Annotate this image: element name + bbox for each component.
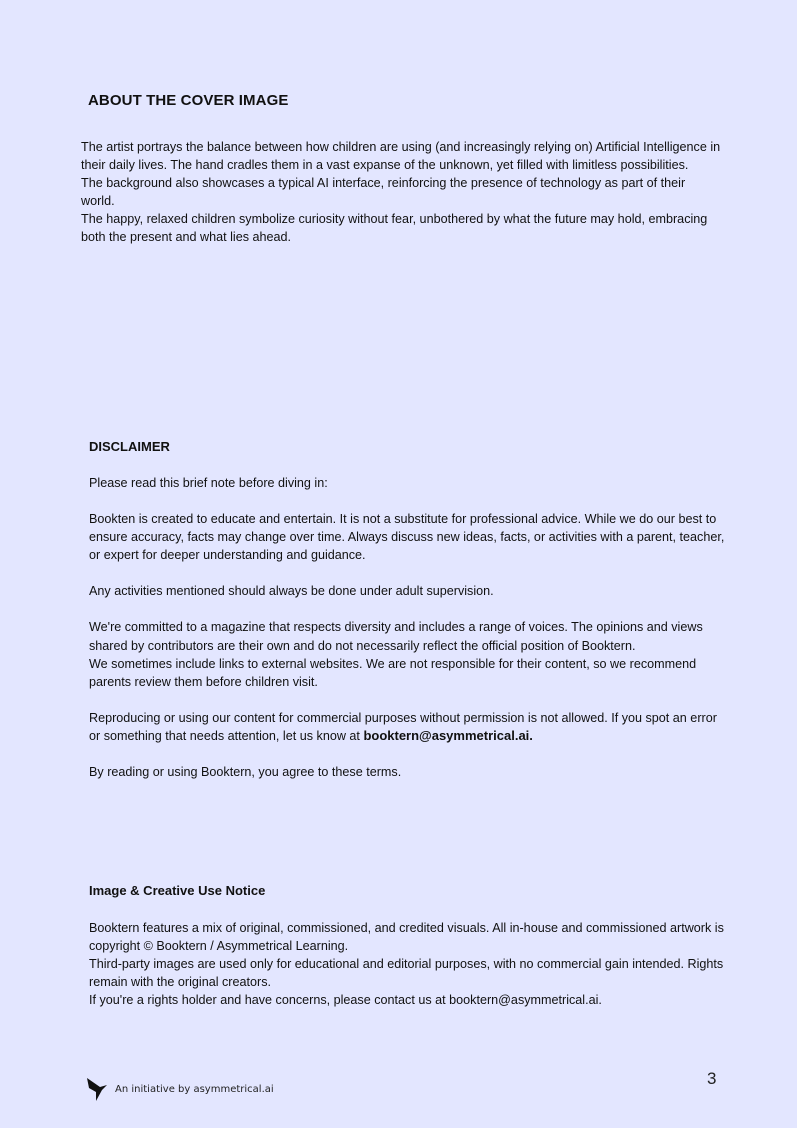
disclaimer-paragraph: We sometimes include links to external websites. We are not responsible for their content, so we recommend parents review them before children visit. [89,656,697,689]
disclaimer-intro: Please read this brief note before diving in: [89,476,328,490]
image-notice-line: Booktern features a mix of original, commissioned, and credited visuals. All in-house and commissioned artwork is copyright © Booktern / Asymmetrical Learning. [89,921,724,954]
footer [86,1076,274,1102]
disclaimer-heading: DISCLAIMER [89,439,170,454]
image-notice-line: Third-party images are used only for educational and editorial purposes, with no commercial gain intended. Rights remain with the original creators. [89,957,724,990]
cover-paragraph: The happy, relaxed children symbolize curiosity without fear, unbothered by what the future may hold, embracing both the present and what lies ahead. [81,212,708,245]
cover-image-description [81,138,721,247]
disclaimer-paragraph: We're committed to a magazine that respects diversity and includes a range of voices. The opinions and views shared by contributors are their own and do not necessarily reflect the official position of Booktern. [89,620,703,653]
image-notice-line: If you're a rights holder and have concerns, please contact us at booktern@asymmetrical.ai. [89,993,602,1008]
disclaimer-paragraph: Any activities mentioned should always be done under adult supervision. [89,584,494,599]
cover-image-heading: ABOUT THE COVER IMAGE [88,92,289,109]
image-notice-body [89,919,729,1009]
disclaimer-paragraph [89,709,729,745]
page-number: 3 [707,1069,717,1088]
disclaimer-paragraph: Bookten is created to educate and entertain. It is not a substitute for professional advice. While we do our best to ensure accuracy, facts may change over time. Always discuss new ideas, facts, or activities with a parent, teacher, or expert for deeper understanding and guidance. [89,512,725,563]
cover-paragraph: The background also showcases a typical AI interface, reinforcing the presence of technology as part of their world. [81,176,686,209]
disclaimer-agreement: By reading or using Booktern, you agree to these terms. [89,765,402,780]
disclaimer-body [89,474,729,781]
cover-paragraph: The artist portrays the balance between how children are using (and increasingly relying on) Artificial Intelligence in their daily lives. The hand cradles them in a vast expanse of the unknown, yet filled with limitless possibilities. [81,140,721,173]
contact-email: booktern@asymmetrical.ai. [363,727,533,743]
disclaimer-reproduction-text: Reproducing or using our content for commercial purposes without permission is not allowed. If you spot an error or something that needs attention, let us know at [89,710,717,743]
image-notice-heading: Image & Creative Use Notice [89,883,266,898]
bird-logo-icon [86,1076,108,1102]
footer-tagline: An initiative by asymmetrical.ai [115,1084,274,1095]
